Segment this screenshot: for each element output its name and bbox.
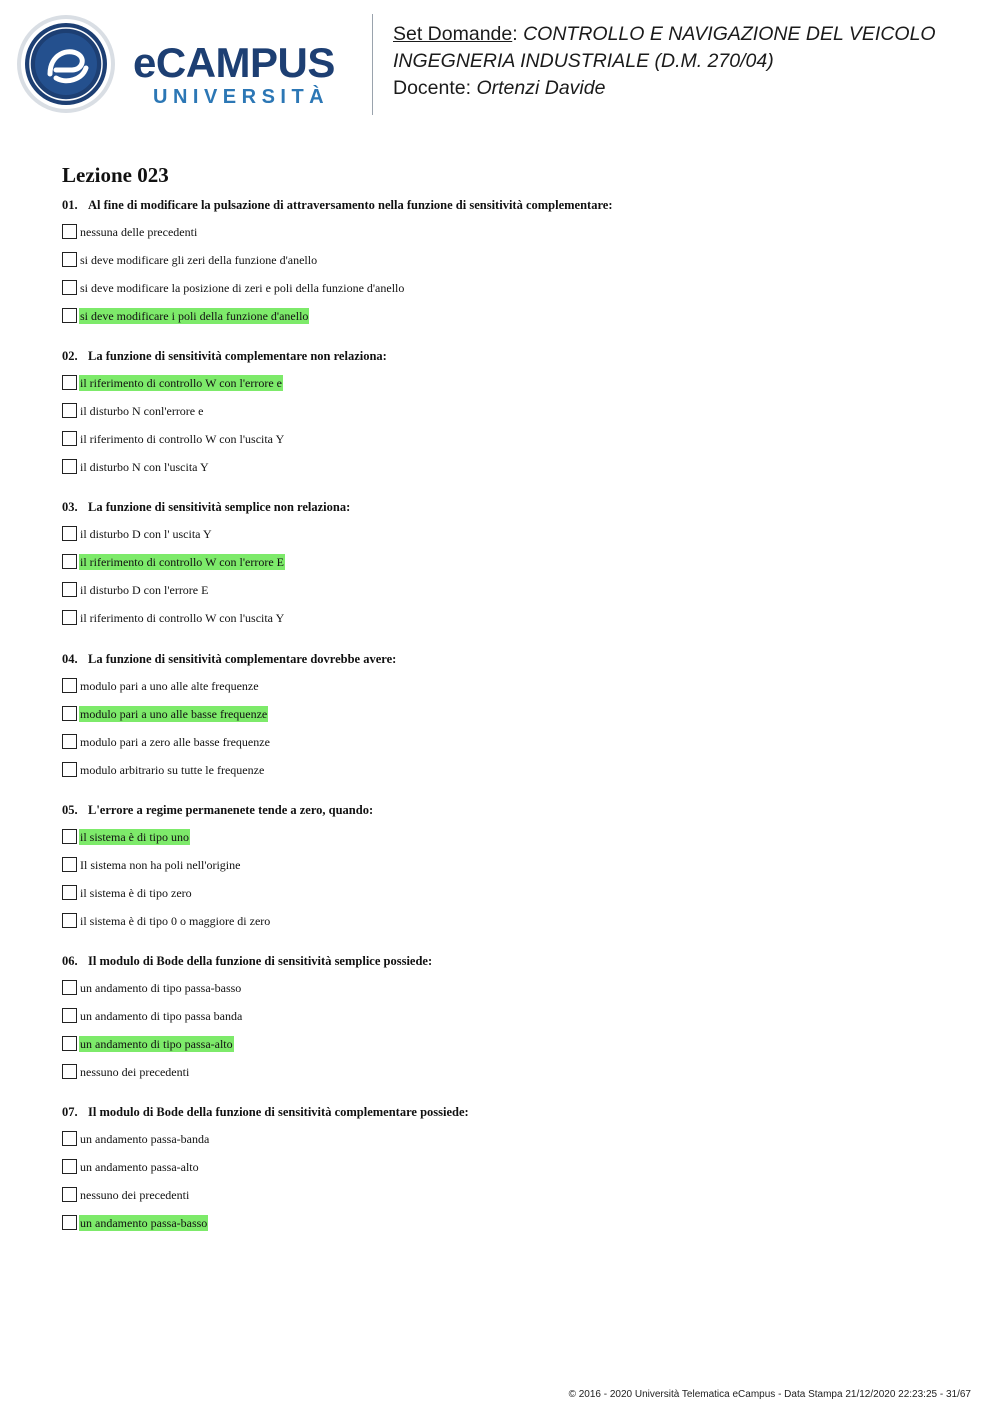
answer-checkbox[interactable] <box>62 1036 77 1051</box>
question-block <box>62 1105 962 1245</box>
course-name: CONTROLLO E NAVIGAZIONE DEL VEICOLO <box>523 23 936 45</box>
answer-text: nessuno dei precedenti <box>80 1188 190 1203</box>
lesson-title: Lezione 023 <box>62 163 169 187</box>
ecampus-emblem-icon <box>16 14 116 114</box>
page-footer: © 2016 - 2020 Università Telematica eCampus - Data Stampa 21/12/2020 22:23:25 - 31/67 <box>568 1389 971 1400</box>
answer-text: il disturbo N con l'uscita Y <box>80 460 209 475</box>
answer-checkbox[interactable] <box>62 706 77 721</box>
answer-text-correct: il riferimento di controllo W con l'errore e <box>80 376 282 391</box>
answer-text: il riferimento di controllo W con l'uscita Y <box>80 432 285 447</box>
question-number: 01. <box>62 198 78 212</box>
answer-checkbox[interactable] <box>62 431 77 446</box>
question-prompt: La funzione di sensitività complementare non relaziona: <box>88 349 387 364</box>
question-block <box>62 803 962 943</box>
answer-text: il disturbo N conl'errore e <box>80 404 204 419</box>
question-prompt: Il modulo di Bode della funzione di sensitività complementare possiede: <box>88 1105 469 1120</box>
teacher-label: Docente: <box>393 77 477 99</box>
question-number: 04. <box>62 651 78 666</box>
answer-checkbox[interactable] <box>62 459 77 474</box>
answer-text: il riferimento di controllo W con l'uscita Y <box>80 611 285 626</box>
answer-text: il disturbo D con l'errore E <box>80 583 209 598</box>
set-label: Set Domande <box>393 23 513 45</box>
answer-text-correct: il riferimento di controllo W con l'errore E <box>80 555 284 570</box>
question-text <box>62 803 373 818</box>
logo-subtitle: UNIVERSITÀ <box>153 86 330 108</box>
answer-checkbox[interactable] <box>62 554 77 569</box>
answer-text-correct: modulo pari a uno alle basse frequenze <box>80 706 268 721</box>
answer-checkbox[interactable] <box>62 526 77 541</box>
question-text <box>62 349 387 364</box>
question-text <box>62 954 432 969</box>
question-prompt: La funzione di sensitività semplice non relaziona: <box>88 500 351 515</box>
question-prompt: Al fine di modificare la pulsazione di attraversamento nella funzione di sensitività complementare: <box>88 198 613 212</box>
question-prompt: La funzione di sensitività complementare dovrebbe avere: <box>88 651 397 666</box>
question-text <box>62 652 396 667</box>
answer-checkbox[interactable] <box>62 913 77 928</box>
question-block <box>62 349 962 489</box>
question-number: 02. <box>62 349 78 364</box>
answer-checkbox[interactable] <box>62 678 77 693</box>
course-info <box>393 21 993 102</box>
logo-word: eCAMPUS <box>133 39 335 86</box>
answer-text: il sistema è di tipo 0 o maggiore di zero <box>80 913 271 928</box>
question-block <box>62 652 962 792</box>
question-number: 07. <box>62 1105 78 1120</box>
answer-checkbox[interactable] <box>62 885 77 900</box>
teacher-name: Ortenzi Davide <box>476 77 606 99</box>
answer-checkbox[interactable] <box>62 980 77 995</box>
answer-checkbox[interactable] <box>62 308 77 323</box>
answer-text: un andamento passa-banda <box>80 1132 210 1147</box>
course-line-2: INGEGNERIA INDUSTRIALE (D.M. 270/04) <box>393 50 774 72</box>
answer-checkbox[interactable] <box>62 734 77 749</box>
answer-text: Il sistema non ha poli nell'origine <box>80 857 241 872</box>
question-prompt: L'errore a regime permanenete tende a zero, quando: <box>88 802 374 817</box>
question-block <box>62 198 962 338</box>
question-block <box>62 500 962 640</box>
answer-text-correct: un andamento passa-basso <box>80 1216 208 1231</box>
answer-text: modulo pari a zero alle basse frequenze <box>80 734 270 749</box>
question-text <box>62 1105 469 1120</box>
question-number: 06. <box>62 954 78 968</box>
answer-checkbox[interactable] <box>62 224 77 239</box>
question-text <box>62 500 350 515</box>
answer-text: nessuno dei precedenti <box>80 1065 190 1079</box>
ecampus-logo <box>133 40 358 108</box>
answer-text: il disturbo D con l' uscita Y <box>80 527 212 542</box>
answer-text-correct: il sistema è di tipo uno <box>80 829 189 844</box>
header-divider <box>372 14 373 115</box>
answer-text-correct: un andamento di tipo passa-alto <box>80 1037 233 1051</box>
answer-checkbox[interactable] <box>62 1187 77 1202</box>
answer-checkbox[interactable] <box>62 762 77 777</box>
answer-text: il sistema è di tipo zero <box>80 885 192 900</box>
answer-checkbox[interactable] <box>62 857 77 872</box>
course-line-1 <box>393 21 993 48</box>
answer-checkbox[interactable] <box>62 1215 77 1230</box>
answer-checkbox[interactable] <box>62 280 77 295</box>
answer-text: un andamento passa-alto <box>80 1160 199 1175</box>
answer-checkbox[interactable] <box>62 582 77 597</box>
answer-checkbox[interactable] <box>62 1008 77 1023</box>
answer-text-correct: si deve modificare i poli della funzione d'anello <box>80 309 309 323</box>
answer-checkbox[interactable] <box>62 1159 77 1174</box>
answer-text: modulo arbitrario su tutte le frequenze <box>80 762 265 777</box>
answer-text: un andamento di tipo passa banda <box>80 1009 243 1023</box>
answer-checkbox[interactable] <box>62 1131 77 1146</box>
answer-text: modulo pari a uno alle alte frequenze <box>80 678 259 693</box>
page-header <box>0 0 1000 130</box>
answer-checkbox[interactable] <box>62 403 77 418</box>
question-number: 03. <box>62 500 78 515</box>
answer-text: si deve modificare la posizione di zeri e poli della funzione d'anello <box>80 281 405 295</box>
answer-checkbox[interactable] <box>62 610 77 625</box>
answer-checkbox[interactable] <box>62 252 77 267</box>
question-number: 05. <box>62 802 78 817</box>
set-separator: : <box>512 23 524 45</box>
question-text <box>62 198 613 213</box>
teacher-line <box>393 75 993 102</box>
answer-checkbox[interactable] <box>62 375 77 390</box>
answer-text: si deve modificare gli zeri della funzione d'anello <box>80 253 318 267</box>
question-block <box>62 954 962 1094</box>
answer-text: nessuna delle precedenti <box>80 225 198 239</box>
answer-text: un andamento di tipo passa-basso <box>80 981 242 995</box>
question-prompt: Il modulo di Bode della funzione di sensitività semplice possiede: <box>88 954 433 968</box>
answer-checkbox[interactable] <box>62 1064 77 1079</box>
answer-checkbox[interactable] <box>62 829 77 844</box>
